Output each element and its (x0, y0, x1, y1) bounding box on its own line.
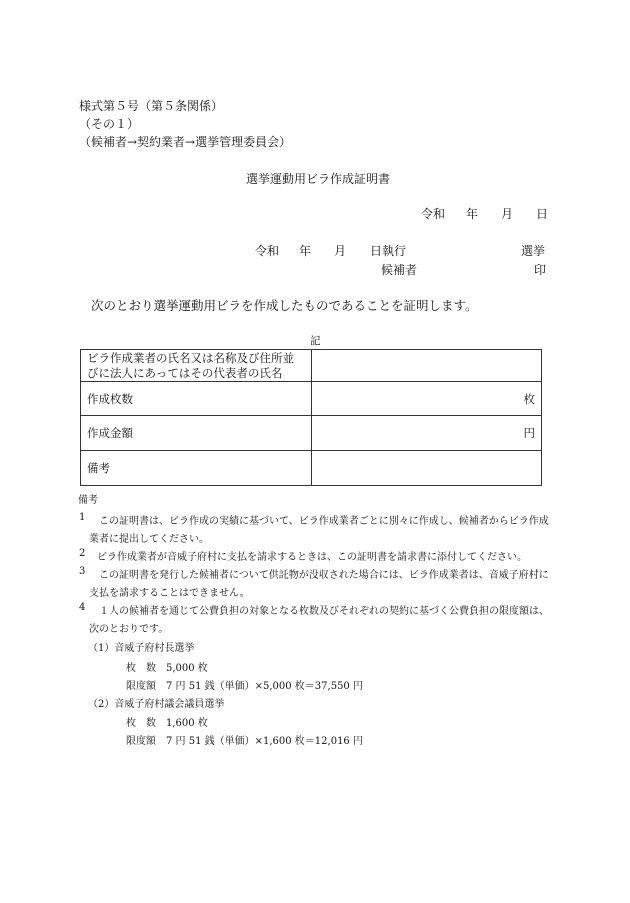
seal-mark: 印 (534, 263, 547, 277)
table-row (81, 350, 542, 382)
quantity-label: 作成枚数 (81, 382, 312, 416)
date-month: 月 (501, 207, 514, 221)
ki-label: 記 (310, 335, 321, 347)
note-number: 1 (79, 512, 86, 523)
election-era: 令和 (255, 244, 280, 258)
election-month: 月 (334, 244, 347, 258)
note-text: この証明書を発行した候補者について供託物が没収された場合には、ビラ作成業者は、音威子府村に (99, 570, 549, 581)
remarks-label: 備考 (81, 451, 312, 486)
amount-unit[interactable]: 円 (312, 416, 542, 451)
section-title: （2）音威子府村議会議員選挙 (88, 699, 225, 710)
certification-statement: 次のとおり選挙運動用ビラを作成したものであることを証明します。 (91, 298, 478, 313)
vendor-label-line1: ビラ作成業者の氏名又は名称及び住所並 (87, 350, 294, 365)
note-text: 支払を請求することはできません。 (89, 588, 250, 599)
date-era: 令和 (421, 207, 446, 221)
vendor-label-cell (81, 350, 312, 382)
date-day: 日 (536, 207, 549, 221)
table-row (81, 416, 542, 451)
quantity-unit[interactable]: 枚 (312, 382, 542, 416)
remarks-value-cell[interactable] (312, 451, 542, 486)
vendor-label-line2: びに法人にあってはその代表者の氏名 (87, 365, 283, 380)
note-text: 業者に提出してください。 (89, 534, 209, 545)
certificate-table (80, 349, 542, 486)
note-text: １人の候補者を通じて公費負担の対象となる枚数及びそれぞれの契約に基づく公費負担の限度額は、 (99, 606, 549, 617)
document-title: 選挙運動用ビラ作成証明書 (246, 172, 391, 186)
note-text: ビラ作成業者が音威子府村に支払を請求するときは、この証明書を請求書に添付してください。 (97, 552, 527, 563)
section-title: （1）音威子府村長選挙 (88, 643, 195, 654)
notes-heading: 備考 (78, 495, 98, 506)
election-label: 選挙 (521, 244, 546, 258)
section-count: 枚 数 1,600 枚 (126, 718, 208, 729)
note-text: 次のとおりです。 (89, 624, 169, 635)
table-row (81, 382, 542, 416)
form-number: 様式第５号（第５条関係） (79, 99, 224, 113)
date-year: 年 (466, 207, 479, 221)
election-year: 年 (299, 244, 312, 258)
election-day-exec: 日執行 (370, 244, 407, 258)
section-limit: 限度額 7 円 51 銭（単価）×5,000 枚＝37,550 円 (126, 681, 363, 692)
table-row (81, 451, 542, 486)
section-limit: 限度額 7 円 51 銭（単価）×1,600 枚＝12,016 円 (126, 736, 363, 747)
flow-note: （候補者→契約業者→選挙管理委員会） (79, 135, 292, 149)
candidate-label: 候補者 (381, 263, 418, 277)
note-number: 4 (79, 602, 86, 613)
note-text: この証明書は、ビラ作成の実績に基づいて、ビラ作成業者ごとに別々に作成し、候補者からビラ作成 (99, 516, 549, 527)
note-number: 2 (79, 548, 86, 559)
section-count: 枚 数 5,000 枚 (126, 663, 208, 674)
amount-label: 作成金額 (81, 416, 312, 451)
sub-number: （その１） (79, 117, 140, 131)
vendor-value-cell[interactable] (312, 350, 542, 382)
note-number: 3 (79, 566, 86, 577)
